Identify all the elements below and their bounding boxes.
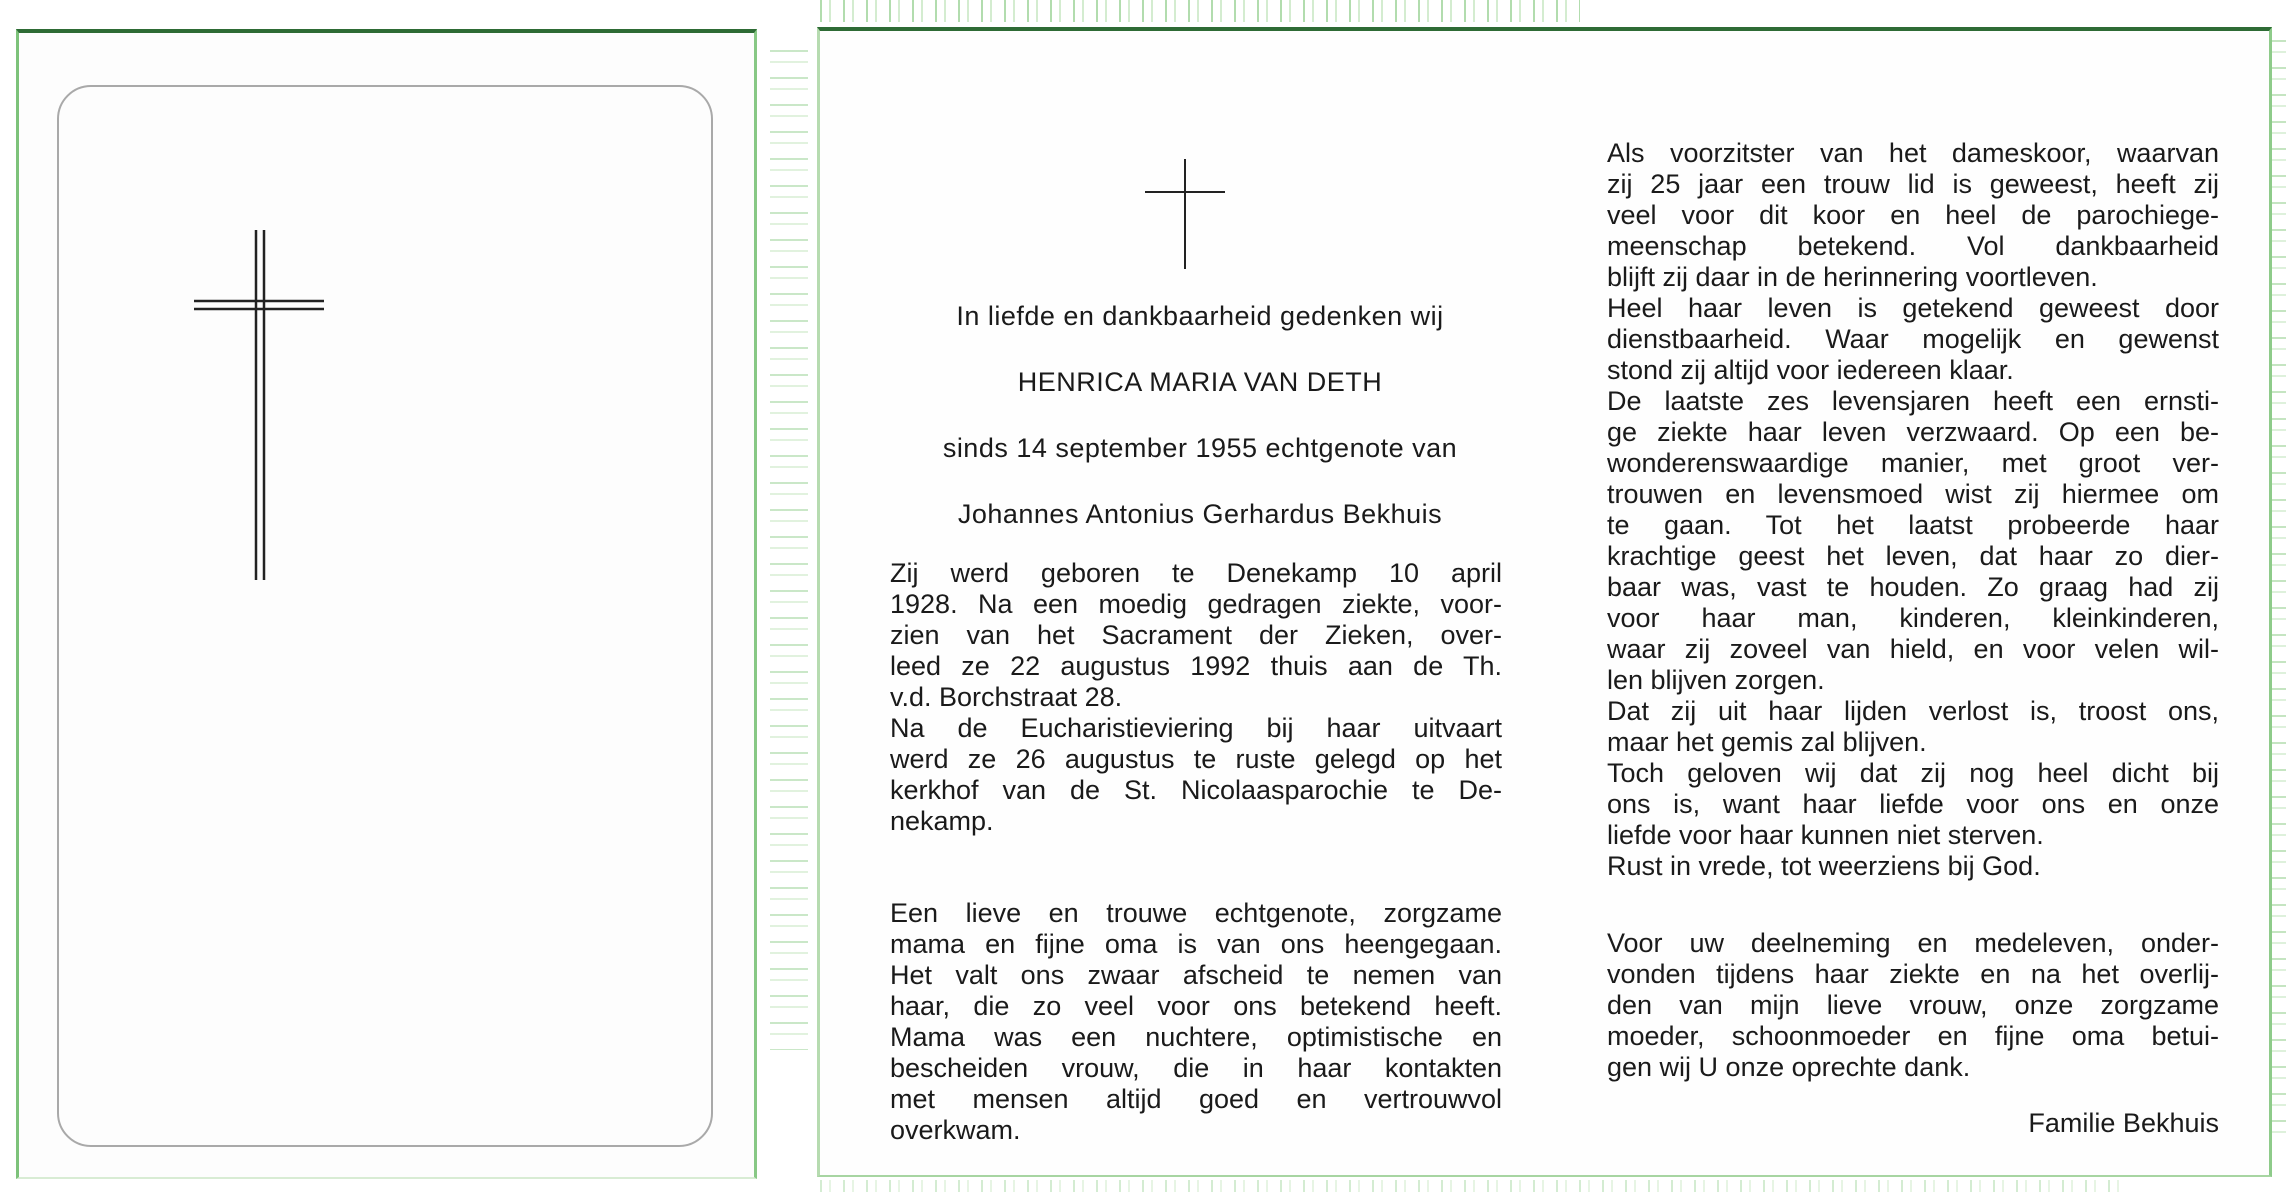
scan-artifact [820,0,1580,22]
text-line: bescheiden vrouw, die in haar kontakten [890,1053,1502,1083]
text-line: moeder, schoonmoeder en fijne oma betui- [1607,1021,2219,1051]
marriage-line: sinds 14 september 1955 echtgenote van [942,433,1458,463]
cover-card [16,29,757,1179]
text-line: dienstbaarheid. Waar mogelijk en gewenst [1607,324,2219,354]
text-line: Mama was een nuchtere, optimistische en [890,1022,1502,1052]
text-line: haar, die zo veel voor ons betekend heeft. [890,991,1502,1021]
text-line: werd ze 26 augustus te ruste gelegd op het [890,744,1502,774]
text-line: len blijven zorgen. [1607,665,1825,695]
memorial-card [817,27,2272,1177]
choir-paragraph [1607,138,2219,882]
text-line: overkwam. [890,1115,1021,1145]
text-line: ons is, want haar liefde voor ons en onze [1607,789,2219,819]
text-line: 1928. Na een moedig gedragen ziekte, voor- [890,589,1502,619]
birth-death-paragraph [890,558,1502,837]
text-line: mama en fijne oma is van ons heengegaan. [890,929,1502,959]
text-line: meenschap betekend. Vol dankbaarheid [1607,231,2219,261]
character-paragraph [890,898,1502,1146]
thanks-paragraph [1607,928,2219,1083]
text-line: Toch geloven wij dat zij nog heel dicht bij [1607,758,2219,788]
text-line: Rust in vrede, tot weerziens bij God. [1607,851,2041,881]
double-line-cross-icon [194,230,324,580]
text-line: trouwen en levensmoed wist zij hiermee om [1607,479,2219,509]
text-line: Na de Eucharistieviering bij haar uitvaart [890,713,1502,743]
text-line: zien van het Sacrament der Zieken, over- [890,620,1502,650]
text-line: Het valt ons zwaar afscheid te nemen van [890,960,1502,990]
text-line: leed ze 22 augustus 1992 thuis aan de Th. [890,651,1502,681]
text-line: v.d. Borchstraat 28. [890,682,1123,712]
text-line: voor haar man, kinderen, kleinkinderen, [1607,603,2219,633]
text-line: waar zij zoveel van hield, en voor velen wil- [1607,634,2219,664]
rounded-frame [57,85,713,1147]
text-line: liefde voor haar kunnen niet sterven. [1607,820,2044,850]
text-line: krachtige geest het leven, dat haar zo dier- [1607,541,2219,571]
text-line: veel voor dit koor en heel de parochiege- [1607,200,2219,230]
text-line: Zij werd geboren te Denekamp 10 april [890,558,1502,588]
text-line: stond zij altijd voor iedereen klaar. [1607,355,2014,385]
text-line: gen wij U onze oprechte dank. [1607,1052,1971,1082]
family-signature: Familie Bekhuis [2028,1108,2219,1138]
text-line: met mensen altijd goed en vertrouwvol [890,1084,1502,1114]
text-line: baar was, vast te houden. Zo graag had zij [1607,572,2219,602]
intro-line: In liefde en dankbaarheid gedenken wij [956,301,1444,331]
text-line: Voor uw deelneming en medeleven, onder- [1607,928,2219,958]
thin-cross-icon [1145,159,1225,269]
text-line: kerkhof van de St. Nicolaasparochie te De- [890,775,1502,805]
text-line: Dat zij uit haar lijden verlost is, troost ons, [1607,696,2219,726]
text-line: Als voorzitster van het dameskoor, waarvan [1607,138,2219,168]
text-line: Heel haar leven is getekend geweest door [1607,293,2219,323]
deceased-name: HENRICA MARIA VAN DETH [1017,367,1383,397]
scan-artifact [820,1180,2120,1192]
text-line: maar het gemis zal blijven. [1607,727,1927,757]
text-line: Een lieve en trouwe echtgenote, zorgzame [890,898,1502,928]
scan-artifact [770,50,808,1050]
spouse-name: Johannes Antonius Gerhardus Bekhuis [957,499,1443,529]
text-line: wonderenswaardige manier, met groot ver- [1607,448,2219,478]
text-line: te gaan. Tot het laatst probeerde haar [1607,510,2219,540]
text-line: ge ziekte haar leven verzwaard. Op een be- [1607,417,2219,447]
scan-artifact [2272,40,2286,1140]
text-line: De laatste zes levensjaren heeft een ernsti- [1607,386,2219,416]
text-line: den van mijn lieve vrouw, onze zorgzame [1607,990,2219,1020]
text-line: vonden tijdens haar ziekte en na het overlij- [1607,959,2219,989]
text-line: blijft zij daar in de herinnering voortleven. [1607,262,2098,292]
text-line: zij 25 jaar een trouw lid is geweest, heeft zij [1607,169,2219,199]
text-line: nekamp. [890,806,994,836]
